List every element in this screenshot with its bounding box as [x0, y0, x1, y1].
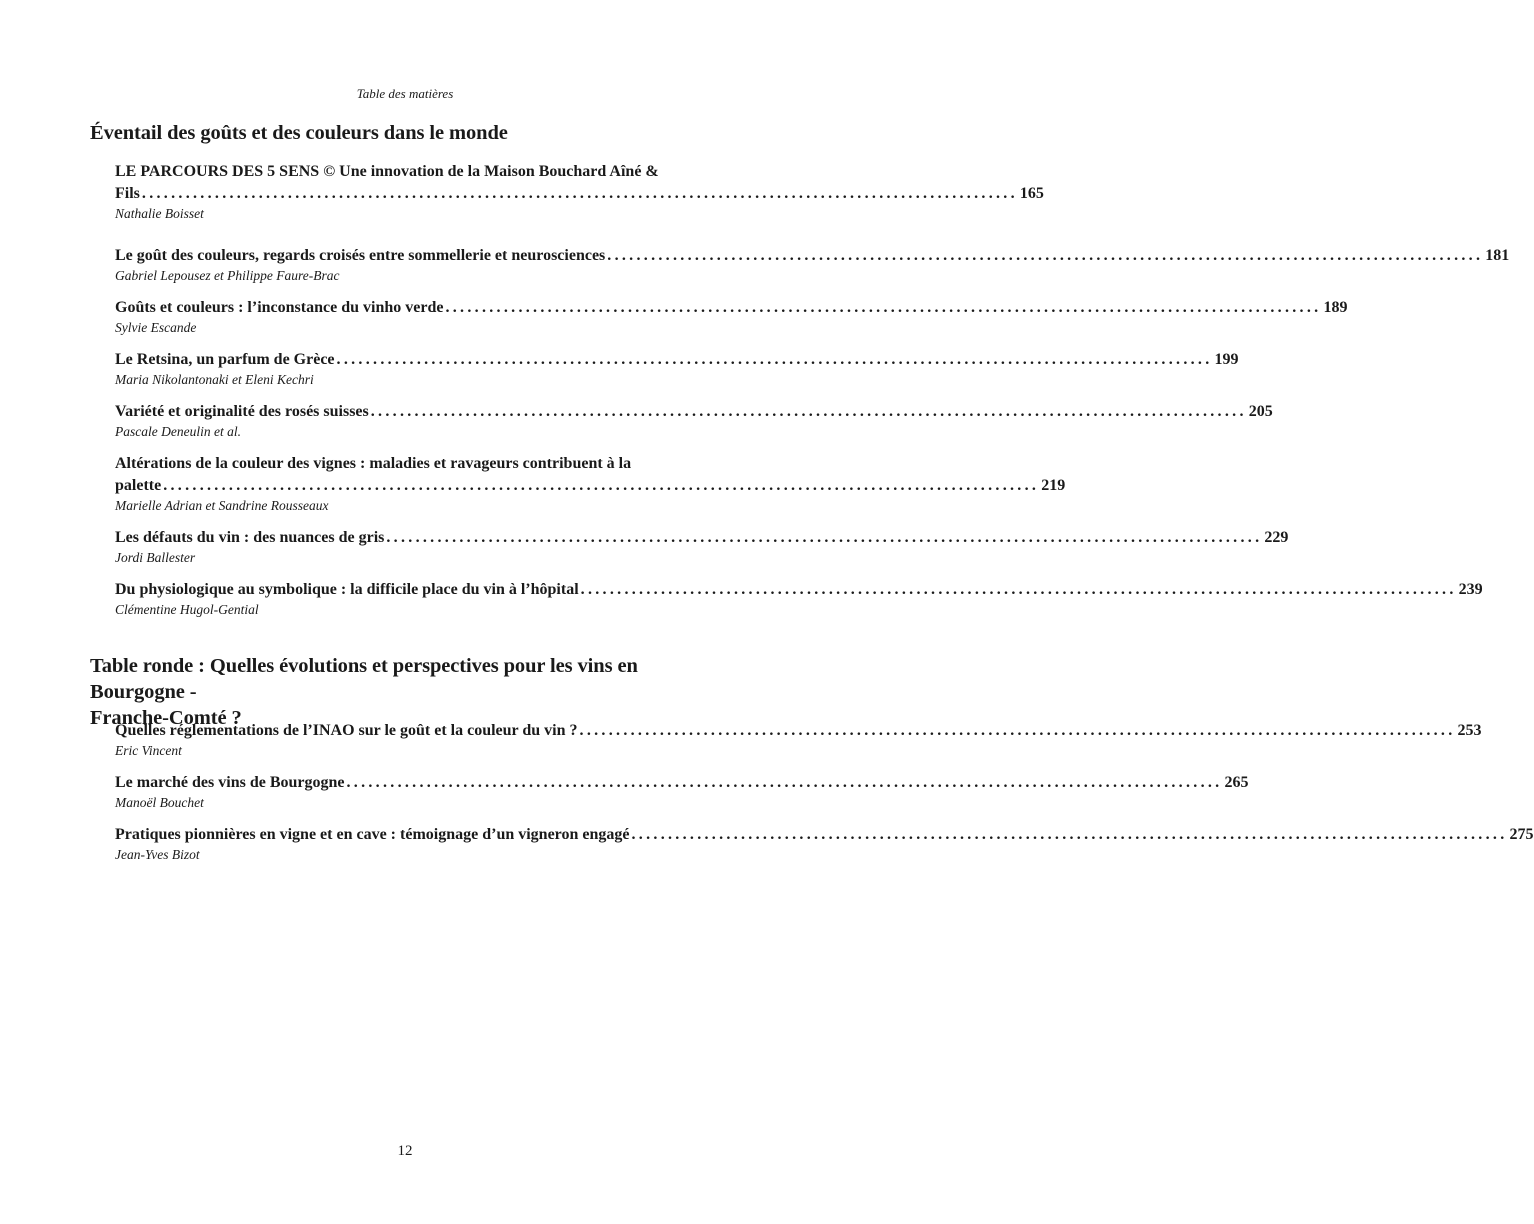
entry-author: Eric Vincent	[115, 743, 182, 758]
entry-title: Le goût des couleurs, regards croisés entre sommellerie et neurosciences	[115, 247, 606, 264]
toc-entry[interactable]	[115, 579, 1483, 619]
entry-title: Du physiologique au symbolique : la difficile place du vin à l’hôpital	[115, 581, 579, 598]
entry-title: Quelles réglementations de l’INAO sur le goût et la couleur du vin ?	[115, 722, 578, 739]
section-heading-line: Franche-Comté ?	[90, 707, 242, 729]
entry-title: Le Retsina, un parfum de Grèce	[115, 351, 335, 368]
dot-leader: ........................................................................................................................	[579, 722, 1456, 739]
entry-leader-line	[115, 183, 1044, 205]
entry-page-number: 205	[1248, 403, 1273, 420]
section-heading: Éventail des goûts et des couleurs dans le monde	[90, 122, 508, 144]
entry-leader-line	[115, 349, 1239, 371]
entry-page-number: 181	[1485, 247, 1510, 264]
toc-entry[interactable]	[115, 161, 1044, 223]
entry-leader-line	[115, 772, 1249, 794]
entry-leader-line	[115, 824, 1534, 846]
entry-title: Variété et originalité des rosés suisses	[115, 403, 369, 420]
toc-entry[interactable]	[115, 297, 1348, 337]
entry-author: Pascale Deneulin et al.	[115, 424, 241, 439]
toc-entry[interactable]	[115, 824, 1534, 864]
entry-page-number: 219	[1041, 477, 1066, 494]
entry-leader-line	[115, 475, 1066, 497]
entry-title-end: Fils	[115, 185, 140, 202]
entry-leader-line	[115, 579, 1483, 601]
dot-leader: ........................................................................................................................	[607, 247, 1484, 264]
toc-entry[interactable]	[115, 527, 1289, 567]
dot-leader: ........................................................................................................................	[580, 581, 1457, 598]
dot-leader: ........................................................................................................................	[141, 185, 1018, 202]
section-heading-line: Table ronde : Quelles évolutions et perspectives pour les vins en Bourgogne -	[90, 655, 638, 703]
dot-leader: ........................................................................................................................	[386, 529, 1263, 546]
dot-leader: ........................................................................................................................	[631, 826, 1508, 843]
entry-title: Le marché des vins de Bourgogne	[115, 774, 345, 791]
entry-leader-line	[115, 297, 1348, 319]
entry-title: Pratiques pionnières en vigne et en cave : témoignage d’un vigneron engagé	[115, 826, 630, 843]
entry-leader-line	[115, 401, 1273, 423]
entry-title: Altérations de la couleur des vignes : maladies et ravageurs contribuent à la	[115, 455, 632, 472]
entry-author: Gabriel Lepousez et Philippe Faure-Brac	[115, 268, 340, 283]
dot-leader: ........................................................................................................................	[370, 403, 1247, 420]
entry-author: Sylvie Escande	[115, 320, 197, 335]
toc-entry[interactable]	[115, 453, 1066, 515]
toc-entry[interactable]	[115, 349, 1239, 389]
entry-page-number: 229	[1264, 529, 1289, 546]
entry-author: Maria Nikolantonaki et Eleni Kechri	[115, 372, 314, 387]
toc-entry[interactable]	[115, 245, 1510, 285]
entry-author: Manoël Bouchet	[115, 795, 204, 810]
entry-page-number: 239	[1458, 581, 1483, 598]
entry-page-number: 189	[1323, 299, 1348, 316]
page-number: 12	[397, 1143, 413, 1159]
toc-entry[interactable]	[115, 772, 1249, 812]
entry-title: Les défauts du vin : des nuances de gris	[115, 529, 385, 546]
running-header: Table des matières	[356, 86, 454, 101]
toc-entry[interactable]	[115, 401, 1273, 441]
entry-author: Jean-Yves Bizot	[115, 847, 200, 862]
entry-title: Goûts et couleurs : l’inconstance du vinho verde	[115, 299, 444, 316]
entry-leader-line	[115, 720, 1482, 742]
entry-author: Jordi Ballester	[115, 550, 196, 565]
entry-author: Marielle Adrian et Sandrine Rousseaux	[115, 498, 329, 513]
entry-page-number: 199	[1214, 351, 1239, 368]
entry-title: LE PARCOURS DES 5 SENS © Une innovation de la Maison Bouchard Aîné &	[115, 163, 659, 180]
dot-leader: ........................................................................................................................	[163, 477, 1040, 494]
dot-leader: ........................................................................................................................	[346, 774, 1223, 791]
entry-author: Nathalie Boisset	[115, 206, 204, 221]
entry-title-end: palette	[115, 477, 162, 494]
entry-author: Clémentine Hugol-Gential	[115, 602, 259, 617]
dot-leader: ........................................................................................................................	[336, 351, 1213, 368]
entry-page-number: 165	[1019, 185, 1044, 202]
entry-page-number: 253	[1457, 722, 1482, 739]
entry-leader-line	[115, 527, 1289, 549]
entry-leader-line	[115, 245, 1510, 267]
entry-page-number: 265	[1224, 774, 1249, 791]
dot-leader: ........................................................................................................................	[445, 299, 1322, 316]
entry-page-number: 275	[1509, 826, 1534, 843]
toc-entry[interactable]	[115, 720, 1482, 760]
